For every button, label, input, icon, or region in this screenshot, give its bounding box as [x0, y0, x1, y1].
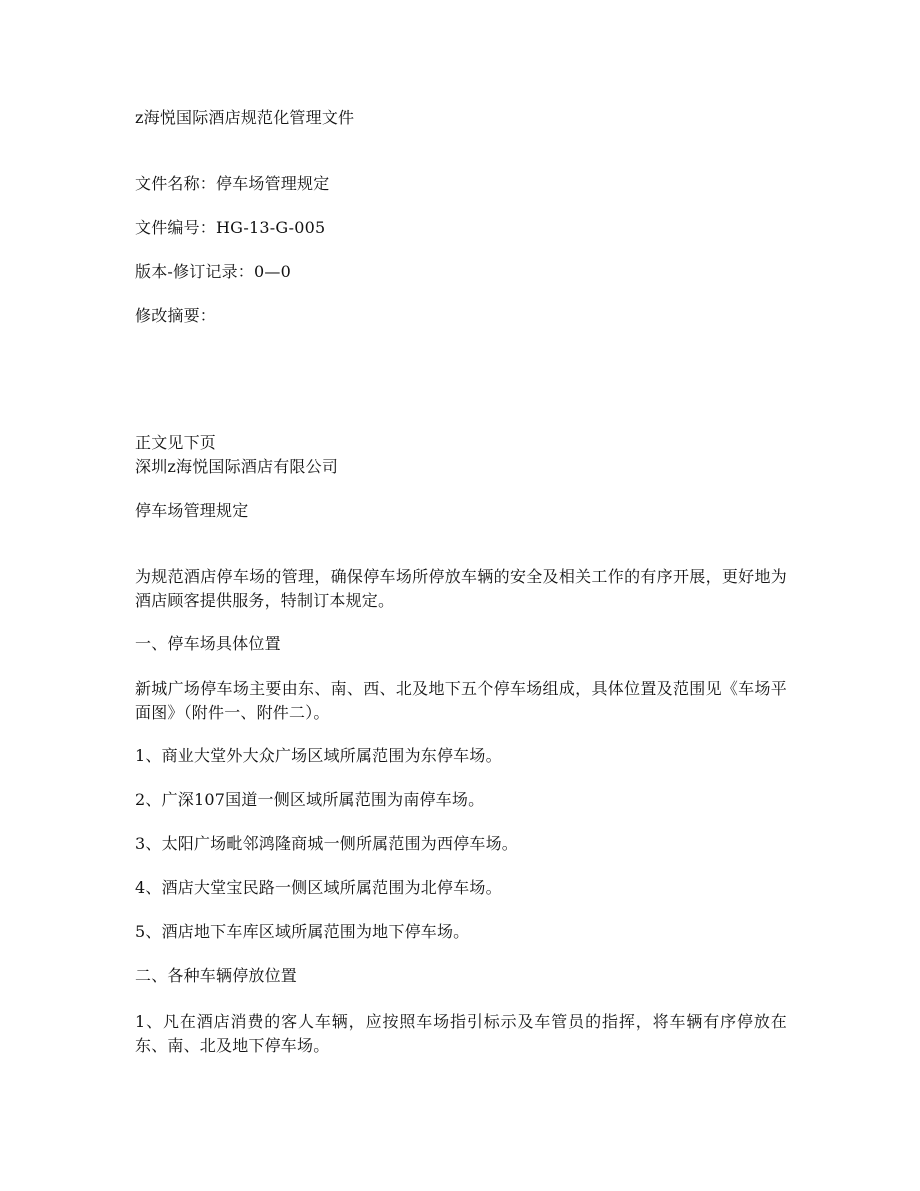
- list-item: 4、酒店大堂宝民路一侧区域所属范围为北停车场。: [135, 878, 502, 897]
- section-2-heading: 二、各种车辆停放位置: [135, 966, 298, 985]
- list-item: 2、广深107国道一侧区域所属范围为南停车场。: [135, 790, 485, 809]
- see-next-page-note: 正文见下页: [135, 433, 217, 452]
- doc-series-title: z海悦国际酒店规范化管理文件: [135, 108, 355, 127]
- company-name: 深圳z海悦国际酒店有限公司: [135, 457, 339, 476]
- intro-paragraph: 为规范酒店停车场的管理，确保停车场所停放车辆的安全及相关工作的有序开展，更好地为酒店顾客提供服务，特制订本规定。: [135, 567, 787, 610]
- list-item: 5、酒店地下车库区域所属范围为地下停车场。: [135, 922, 470, 941]
- list-item: 3、太阳广场毗邻鸿隆商城一侧所属范围为西停车场。: [135, 834, 518, 853]
- section-1-heading: 一、停车场具体位置: [135, 634, 281, 653]
- file-name-line: 文件名称：停车场管理规定: [135, 174, 330, 193]
- list-item: 1、商业大堂外大众广场区域所属范围为东停车场。: [135, 746, 502, 765]
- document-title: 停车场管理规定: [135, 501, 249, 520]
- file-number-line: 文件编号：HG-13-G-005: [135, 218, 326, 237]
- revision-summary-line: 修改摘要：: [135, 306, 217, 325]
- section-1-description: 新城广场停车场主要由东、南、西、北及地下五个停车场组成，具体位置及范围见《车场平面图》（附件一、附件二）。: [135, 679, 787, 722]
- section-2-item-1: 1、凡在酒店消费的客人车辆，应按照车场指引标示及车管员的指挥，将车辆有序停放在东、南、北及地下停车场。: [135, 1012, 787, 1055]
- version-record-line: 版本-修订记录：0—0: [135, 262, 291, 281]
